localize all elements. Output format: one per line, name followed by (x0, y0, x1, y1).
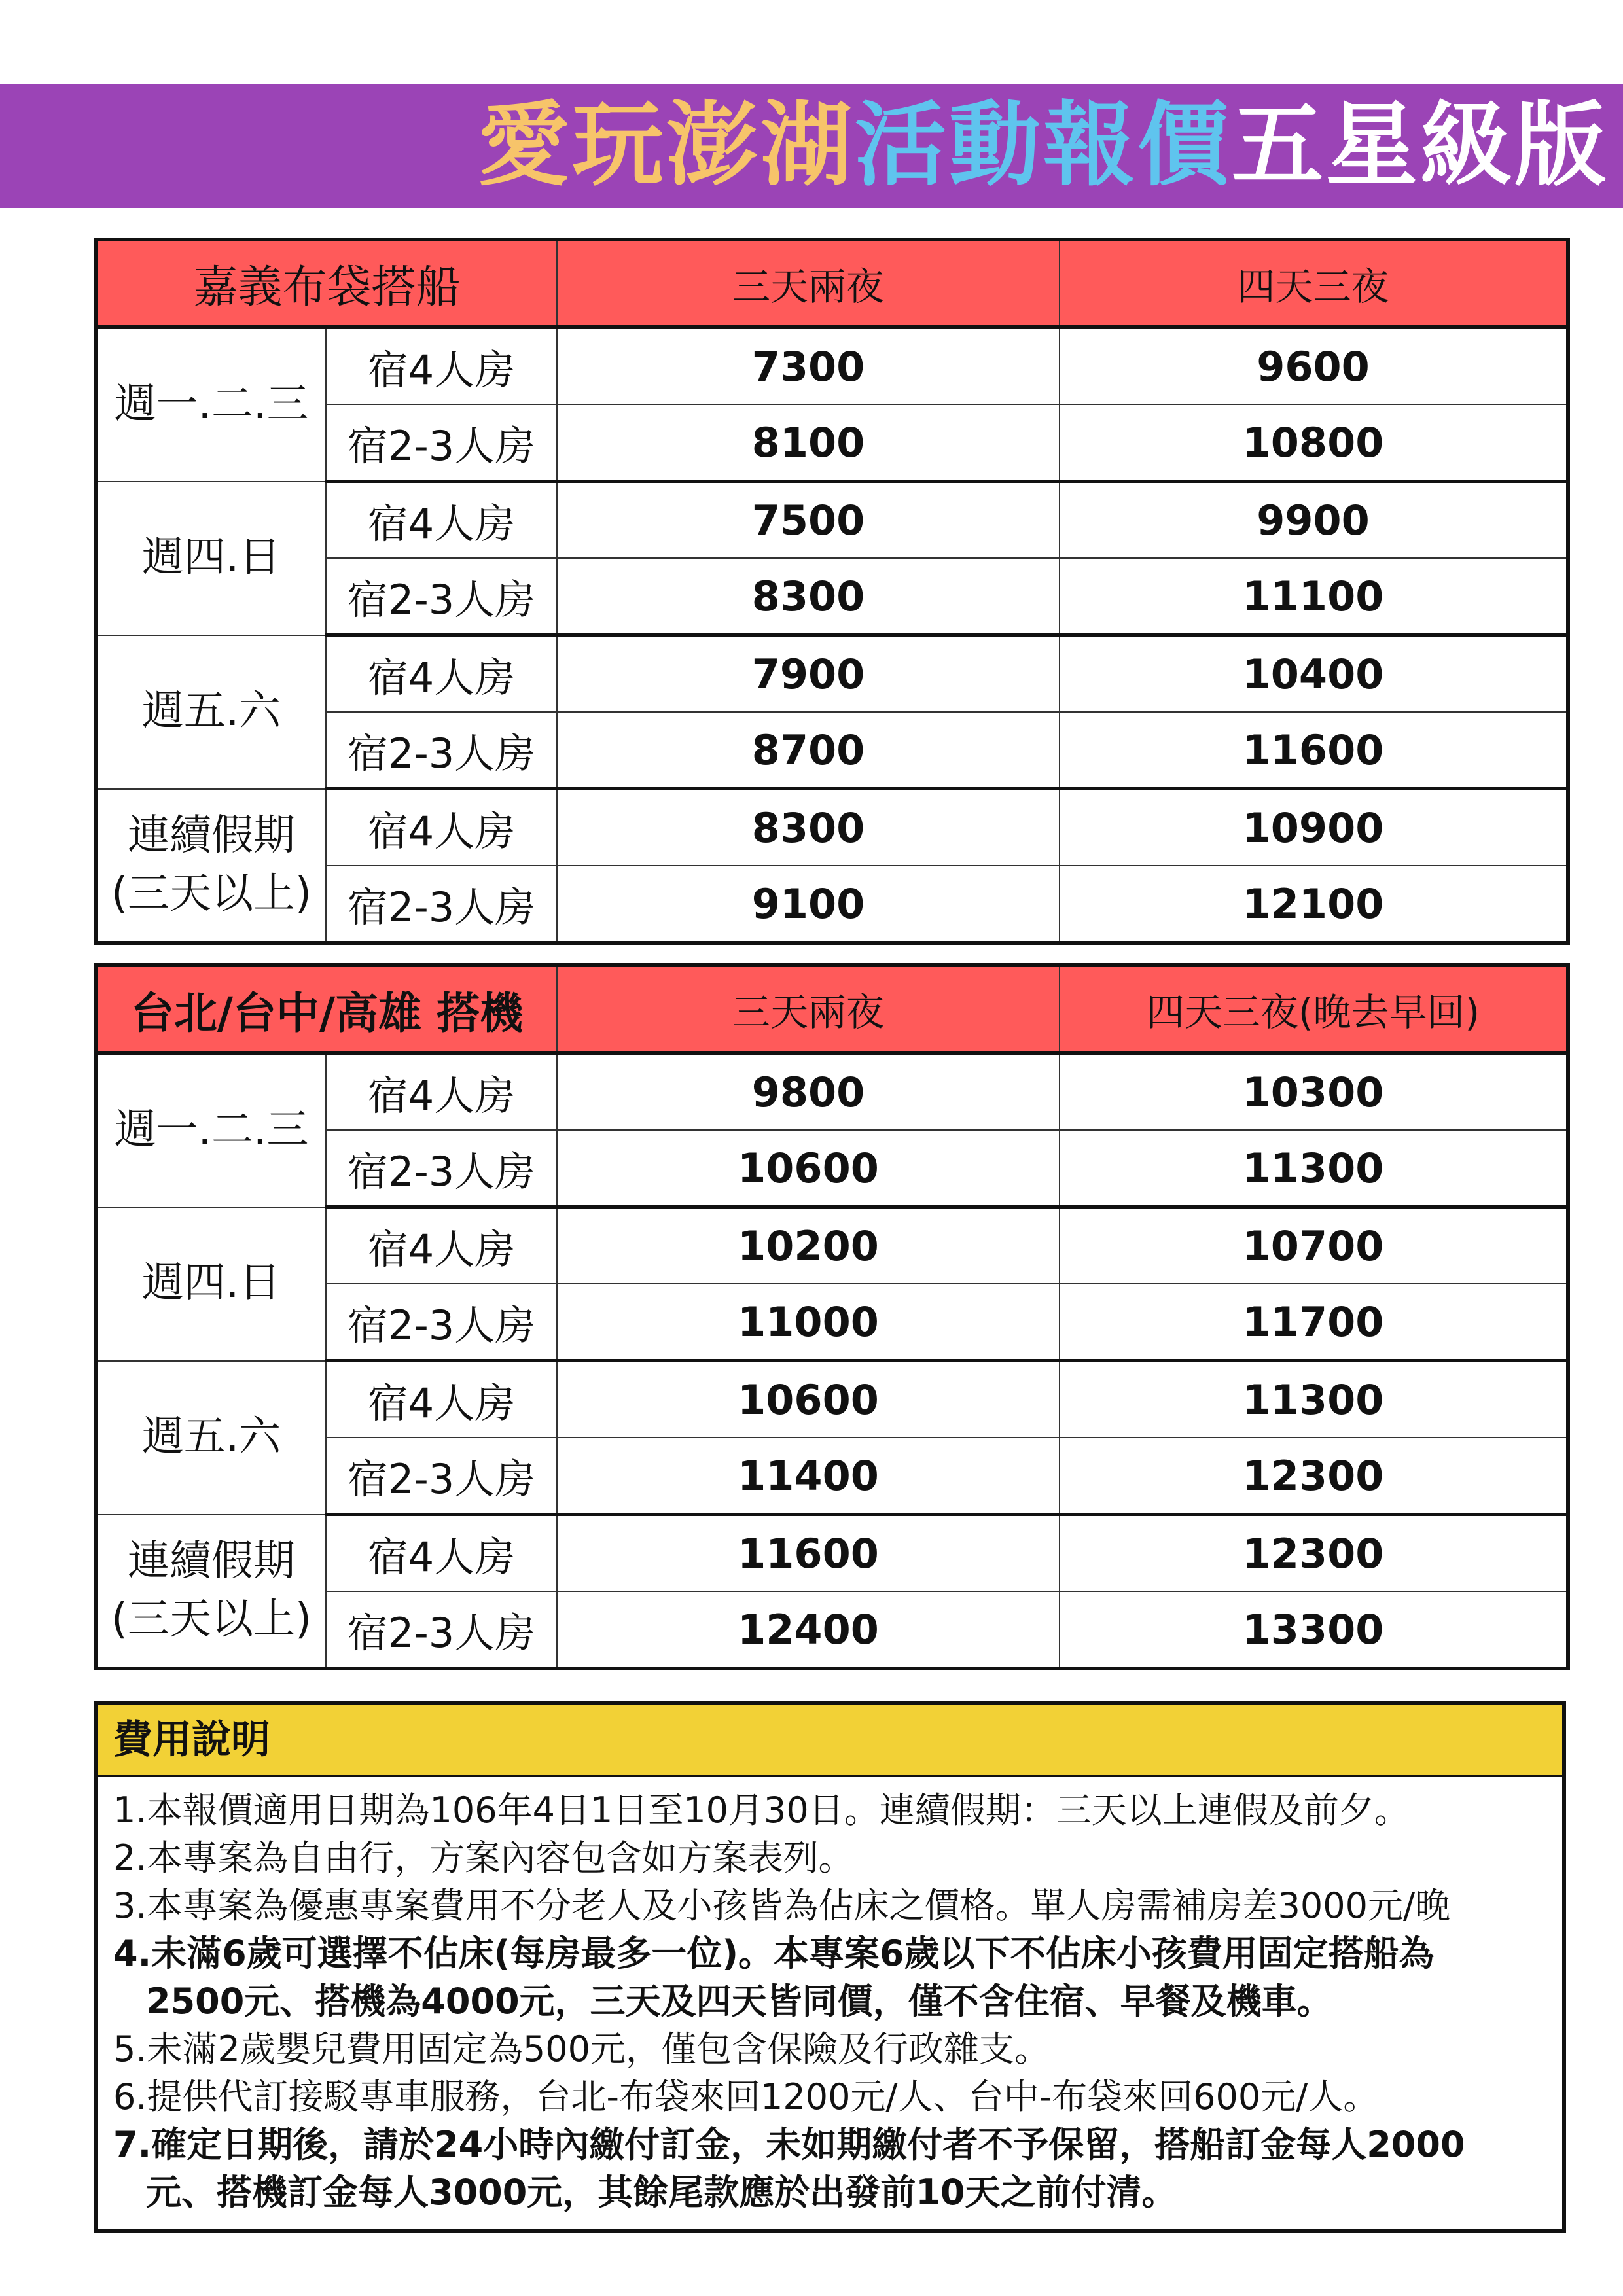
day-group-label (96, 1207, 326, 1361)
price-3d2n-cell: 7500 (557, 482, 1060, 559)
price-3d2n-cell: 8100 (557, 404, 1060, 482)
price-3d2n-cell: 12400 (557, 1591, 1060, 1669)
price-3d2n-cell: 9800 (557, 1053, 1060, 1130)
table-row (96, 1515, 1568, 1592)
price-3d2n-cell: 11400 (557, 1438, 1060, 1515)
duration-header-4d3n: 四天三夜 (1060, 239, 1568, 327)
fee-notes-title: 費用說明 (98, 1705, 1562, 1777)
fee-note-text: 1.本報價適用日期為106年4日1日至10月30日。連續假期：三天以上連假及前夕。 (113, 1790, 1410, 1831)
duration-header-3d2n: 三天兩夜 (557, 239, 1060, 327)
price-3d2n-cell: 7300 (557, 327, 1060, 404)
room-type-cell: 宿2-3人房 (326, 1438, 557, 1515)
day-group-label (96, 789, 326, 944)
price-4d3n-cell: 10300 (1060, 1053, 1568, 1130)
price-3d2n-cell: 11000 (557, 1284, 1060, 1361)
price-3d2n-cell: 8300 (557, 789, 1060, 866)
day-group-label (96, 635, 326, 789)
price-4d3n-cell: 10400 (1060, 635, 1568, 713)
fee-note-text: 6.提供代訂接駁專車服務，台北-布袋來回1200元/人、台中-布袋來回600元/人。 (113, 2076, 1379, 2117)
table-header-row (96, 239, 1568, 327)
price-3d2n-cell: 10200 (557, 1207, 1060, 1284)
fee-note-line (113, 2073, 1562, 2121)
fee-note-line (113, 2168, 1562, 2216)
fee-note-text: 2500元、搭機為4000元，三天及四天皆同價，僅不含住宿、早餐及機車。 (146, 1981, 1332, 2022)
fee-note-text: 元、搭機訂金每人3000元，其餘尾款應於出發前10天之前付清。 (146, 2172, 1177, 2213)
table-row (96, 482, 1568, 559)
room-type-cell: 宿4人房 (326, 789, 557, 866)
fee-note-line (113, 1930, 1562, 1977)
fee-note-text: 3.本專案為優惠專案費用不分老人及小孩皆為佔床之價格。單人房需補房差3000元/晚 (113, 1885, 1451, 1926)
day-group-label (96, 1361, 326, 1515)
fee-note-line (113, 1834, 1562, 1882)
day-label: 週五.六 (141, 1413, 281, 1462)
title-part-3: 五星級版 (1231, 92, 1609, 199)
price-4d3n-cell: 12100 (1060, 866, 1568, 943)
table-row (96, 1361, 1568, 1438)
table-row (96, 635, 1568, 713)
fee-note-text: 5.未滿2歲嬰兒費用固定為500元，僅包含保險及行政雜支。 (113, 2028, 1050, 2070)
day-label: 週四.日 (141, 533, 281, 582)
price-4d3n-cell: 11100 (1060, 558, 1568, 635)
price-4d3n-cell: 12300 (1060, 1438, 1568, 1515)
route-header: 嘉義布袋搭船 (96, 239, 557, 327)
fee-note-text: 7.確定日期後，請於24小時內繳付訂金，未如期繳付者不予保留，搭船訂金每人2000 (113, 2124, 1465, 2165)
table-row (96, 1207, 1568, 1284)
fee-note-text: 4.未滿6歲可選擇不佔床(每房最多一位)。本專案6歲以下不佔床小孩費用固定搭船為 (113, 1933, 1435, 1974)
day-label: 連續假期 (128, 811, 295, 860)
room-type-cell: 宿4人房 (326, 1207, 557, 1284)
price-4d3n-cell: 12300 (1060, 1515, 1568, 1592)
day-group-label (96, 482, 326, 635)
fee-note-line (113, 1786, 1562, 1834)
fee-note-text: 2.本專案為自由行，方案內容包含如方案表列。 (113, 1837, 854, 1879)
price-4d3n-cell: 11300 (1060, 1130, 1568, 1207)
room-type-cell: 宿2-3人房 (326, 404, 557, 482)
price-4d3n-cell: 11700 (1060, 1284, 1568, 1361)
price-table-boat (94, 238, 1570, 945)
day-label: 週四.日 (141, 1259, 281, 1308)
fee-notes (94, 1701, 1566, 2233)
fee-note-line (113, 2121, 1562, 2168)
price-4d3n-cell: 10900 (1060, 789, 1568, 866)
price-4d3n-cell: 11600 (1060, 712, 1568, 789)
price-4d3n-cell: 9900 (1060, 482, 1568, 559)
fee-note-line (113, 1882, 1562, 1930)
day-label: 週五.六 (141, 687, 281, 736)
price-3d2n-cell: 11600 (557, 1515, 1060, 1592)
price-4d3n-cell: 11300 (1060, 1361, 1568, 1438)
room-type-cell: 宿4人房 (326, 1515, 557, 1592)
price-3d2n-cell: 10600 (557, 1361, 1060, 1438)
room-type-cell: 宿4人房 (326, 1053, 557, 1130)
page-title (478, 84, 1609, 208)
day-group-label (96, 1515, 326, 1669)
table-row (96, 789, 1568, 866)
day-label: 連續假期 (128, 1536, 295, 1585)
table-row (96, 327, 1568, 404)
room-type-cell: 宿2-3人房 (326, 558, 557, 635)
route-header: 台北/台中/高雄 搭機 (96, 965, 557, 1053)
room-type-cell: 宿2-3人房 (326, 1591, 557, 1669)
day-label-sub: (三天以上) (111, 1595, 312, 1644)
room-type-cell: 宿2-3人房 (326, 712, 557, 789)
room-type-cell: 宿2-3人房 (326, 866, 557, 943)
duration-header-4d3n: 四天三夜(晚去早回) (1060, 965, 1568, 1053)
day-label: 週一.二.三 (114, 380, 309, 429)
price-3d2n-cell: 7900 (557, 635, 1060, 713)
price-4d3n-cell: 10700 (1060, 1207, 1568, 1284)
price-table-flight (94, 963, 1570, 1670)
table-row (96, 1053, 1568, 1130)
fee-note-line (113, 1977, 1562, 2025)
duration-header-3d2n: 三天兩夜 (557, 965, 1060, 1053)
price-3d2n-cell: 8300 (557, 558, 1060, 635)
room-type-cell: 宿4人房 (326, 482, 557, 559)
fee-notes-body (98, 1777, 1562, 2216)
title-part-2: 活動報價 (854, 92, 1232, 199)
day-label: 週一.二.三 (114, 1105, 309, 1154)
table-header-row (96, 965, 1568, 1053)
title-part-1: 愛玩澎湖 (477, 92, 855, 199)
room-type-cell: 宿4人房 (326, 327, 557, 404)
room-type-cell: 宿2-3人房 (326, 1284, 557, 1361)
price-3d2n-cell: 9100 (557, 866, 1060, 943)
fee-note-line (113, 2025, 1562, 2073)
day-label-sub: (三天以上) (111, 870, 312, 919)
price-3d2n-cell: 10600 (557, 1130, 1060, 1207)
price-4d3n-cell: 13300 (1060, 1591, 1568, 1669)
price-4d3n-cell: 10800 (1060, 404, 1568, 482)
room-type-cell: 宿2-3人房 (326, 1130, 557, 1207)
day-group-label (96, 1053, 326, 1207)
price-4d3n-cell: 9600 (1060, 327, 1568, 404)
room-type-cell: 宿4人房 (326, 1361, 557, 1438)
day-group-label (96, 327, 326, 482)
room-type-cell: 宿4人房 (326, 635, 557, 713)
price-3d2n-cell: 8700 (557, 712, 1060, 789)
